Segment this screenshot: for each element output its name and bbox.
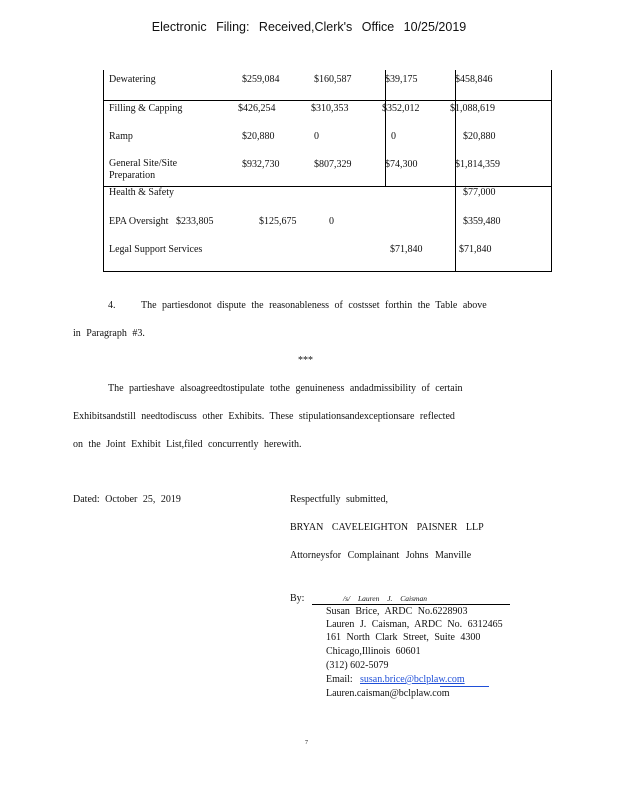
email-link[interactable]: susan.brice@bclplaw.com (360, 674, 465, 685)
table-row-label: Dewatering (109, 74, 156, 85)
table-cell: $71,840 (390, 244, 423, 255)
table-cell: $125,675 (259, 216, 297, 227)
email-text: Lauren.caisman@bclplaw.com (326, 688, 450, 699)
table-row-label: Ramp (109, 131, 133, 142)
by-label: By: (290, 593, 305, 604)
table-row-label: Filling & Capping (109, 103, 183, 114)
table-cell: 0 (314, 131, 319, 142)
table-cell: $160,587 (314, 74, 352, 85)
address-line: Chicago,Illinois 60601 (326, 646, 421, 657)
table-cell: $74,300 (385, 159, 418, 170)
attorney-name: Susan Brice, ARDC No.6228903 (326, 606, 468, 617)
table-row-label: EPA Oversight (109, 216, 169, 227)
table-cell: $20,880 (242, 131, 275, 142)
table-cell: $807,329 (314, 159, 352, 170)
table-cell: 0 (329, 216, 334, 227)
paragraph-number: 4. (108, 300, 116, 311)
table-cell: 0 (391, 131, 396, 142)
table-cell: $233,805 (176, 216, 214, 227)
table-cell-total: $359,480 (463, 216, 501, 227)
table-cell: $39,175 (385, 74, 418, 85)
table-cell-total: $71,840 (459, 244, 492, 255)
respectfully-submitted: Respectfully submitted, (290, 494, 388, 505)
table-column-line (455, 70, 456, 271)
dated-line: Dated: October 25, 2019 (73, 494, 181, 505)
table-row-label: Health & Safety (109, 187, 174, 198)
table-cell-total: $20,880 (463, 131, 496, 142)
email-label: Email: (326, 674, 353, 685)
attorneys-for: Attorneysfor Complainant Johns Manville (290, 550, 472, 561)
paragraph-text: The partiesdonot dispute the reasonableness of costsset forthin the Table above (141, 300, 487, 311)
paragraph-text: The partieshave alsoagreedtostipulate tothe genuineness andadmissibility of certain (108, 383, 463, 394)
table-cell: $426,254 (238, 103, 276, 114)
table-row-label: Legal Support Services (109, 244, 203, 255)
table-cell-total: $1,088,619 (450, 103, 495, 114)
table-cell: $259,084 (242, 74, 280, 85)
table-divider (103, 100, 551, 101)
page-number: 7 (305, 740, 308, 746)
table-cell: $352,012 (382, 103, 420, 114)
attorney-name: Lauren J. Caisman, ARDC No. 6312465 (326, 619, 503, 630)
address-line: 161 North Clark Street, Suite 4300 (326, 632, 481, 643)
paragraph-text: in Paragraph #3. (73, 328, 145, 339)
section-separator: *** (298, 355, 313, 366)
signature-text: /s/ Lauren J. Caisman (343, 594, 427, 603)
signature-line (312, 604, 510, 605)
paragraph-text: on the Joint Exhibit List,filed concurrently herewith. (73, 439, 302, 450)
link-underline (440, 686, 489, 687)
table-cell-total: $1,814,359 (455, 159, 500, 170)
table-cell: $310,353 (311, 103, 349, 114)
firm-name: BRYAN CAVELEIGHTON PAISNER LLP (290, 522, 484, 533)
phone-number: (312) 602-5079 (326, 660, 389, 671)
paragraph-text: Exhibitsandstill needtodiscuss other Exhibits. These stipulationsandexceptionsare reflected (73, 411, 455, 422)
table-cell-total: $77,000 (463, 187, 496, 198)
table-cell: $932,730 (242, 159, 280, 170)
table-row-label: General Site/Site Preparation (109, 158, 178, 181)
table-cell-total: $458,846 (455, 74, 493, 85)
filing-header: Electronic Filing: Received,Clerk's Office 10/25/2019 (151, 20, 467, 34)
